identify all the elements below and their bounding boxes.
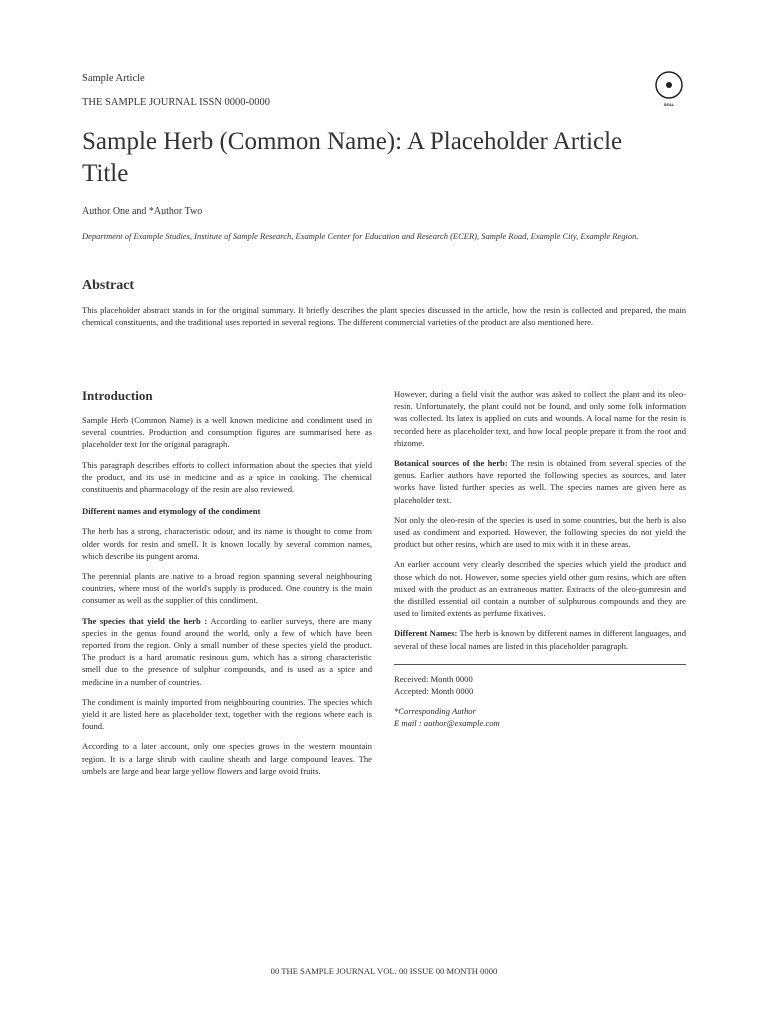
condiment-paragraph: The condiment is mainly imported from neighbouring countries. The species which yield it are listed here as placeholder text, together with the regions where each is found. xyxy=(82,696,372,732)
intro-paragraph-2: This paragraph describes efforts to collect information about the species that yield the product, and its use in medicine and as a spice in cooking. The chemical constituents and pharmacology of the resin are also reviewed. xyxy=(82,459,372,495)
fieldwork-paragraph: However, during a field visit the author was asked to collect the plant and its oleo-resin. Unfortunately, the plant could not be found, and only some folk information was collected. Its latex is applied on cuts and wounds. A local name for the resin is recorded here as placeholder text, and how local people prepare it from the root and rhizome. xyxy=(394,389,686,448)
intro-paragraph-1: Sample Herb (Common Name) is a well known medicine and condiment used in several countries. Production and consumption figures are summarised here as placeholder text for the original paragraph. xyxy=(82,415,372,450)
article-type: Sample Article xyxy=(82,73,145,84)
names-etymology-heading: Different names and etymology of the condiment xyxy=(82,506,261,517)
accepted-date: Accepted: Month 0000 xyxy=(394,686,474,697)
species-paragraph: According to earlier surveys, there are many species in the genus found around the world, only a few of which have been reported from the region. Only a small number of these species yield the product. The product is a hard aromatic resinous gum, which has a strong characteristic smell due to the presence of sulphur compounds, and is used as a spice and medicine in a number of countries. xyxy=(82,615,372,687)
left-column xyxy=(82,388,372,777)
corresponding-author: *Corresponding Author xyxy=(394,706,476,717)
different-names-paragraph: The herb is known by different names in different languages, and several of these local names are listed in this placeholder paragraph. xyxy=(394,628,687,651)
species-heading: The species that yield the herb : xyxy=(82,615,208,626)
introduction-heading: Introduction xyxy=(82,388,153,403)
body xyxy=(82,388,686,948)
journal-line: THE SAMPLE JOURNAL ISSN 0000-0000 xyxy=(82,97,271,108)
abstract-text: This placeholder abstract stands in for the original summary. It briefly describes the plant species discussed in the article, how the resin is collected and prepared, the main chemical constituents, and the traditional uses reported in several regions. The different commercial varieties of the product are also mentioned here. xyxy=(82,305,686,328)
botanical-sources-heading: Botanical sources of the herb: xyxy=(394,458,508,469)
affiliation: Department of Example Studies, Institute of Sample Research, Example Center for Education and Research (ECER), Sample Road, Example City, Example Region. xyxy=(82,231,639,241)
right-column xyxy=(394,388,686,730)
author-email: E mail : author@example.com xyxy=(394,718,500,729)
journal-seal xyxy=(652,70,686,108)
article-title: Sample Herb (Common Name): A Placeholder Article Title xyxy=(82,128,623,187)
received-date: Received: Month 0000 xyxy=(394,673,473,684)
distribution-paragraph: The perennial plants are native to a broad region spanning several neighbouring countries, where most of the world's supply is produced. One country is the main consumer as well as the supplier of this condiment. xyxy=(82,571,372,606)
other-species-paragraph: Not only the oleo-resin of the species is used in some countries, but the herb is also used as condiment and exported. However, the following species do not yield the product but other resins, which are used to mix with it in these areas. xyxy=(394,514,686,550)
etymology-paragraph: The herb has a strong, characteristic odour, and its name is thought to come from older words for resin and smell. It is known locally by several common names, which describe its pungent aroma. xyxy=(82,526,372,561)
page-footer: 00 THE SAMPLE JOURNAL VOL. 00 ISSUE 00 MONTH 0000 xyxy=(270,966,498,976)
western-region-paragraph: According to a later account, only one species grows in the western mountain region. It is a large shrub with cauline sheath and large compound leaves. The umbels are large and bear large yellow flowers and large ovoid fruits. xyxy=(82,741,372,776)
gum-resins-paragraph: An earlier account very clearly described the species which yield the product and those which do not. However, some species yield other gum resins, which are often mixed with the product as an extraneous matter. Extracts of the oleo-gumresin and the distilled essential oil contain a number of sulphurous compounds and they are used to limited extents as perfume fixatives. xyxy=(394,559,686,619)
authors: Author One and *Author Two xyxy=(82,206,203,217)
botanical-paragraph: The resin is obtained from several species of the genus. Earlier authors have reported the following species as sources, and later works have listed further species as well. The species names are given here as placeholder text. xyxy=(394,458,686,505)
abstract-heading: Abstract xyxy=(82,278,135,293)
notes-divider xyxy=(394,664,686,665)
seal-label: SEAL xyxy=(663,102,675,107)
different-names-heading: Different Names: xyxy=(394,628,458,639)
